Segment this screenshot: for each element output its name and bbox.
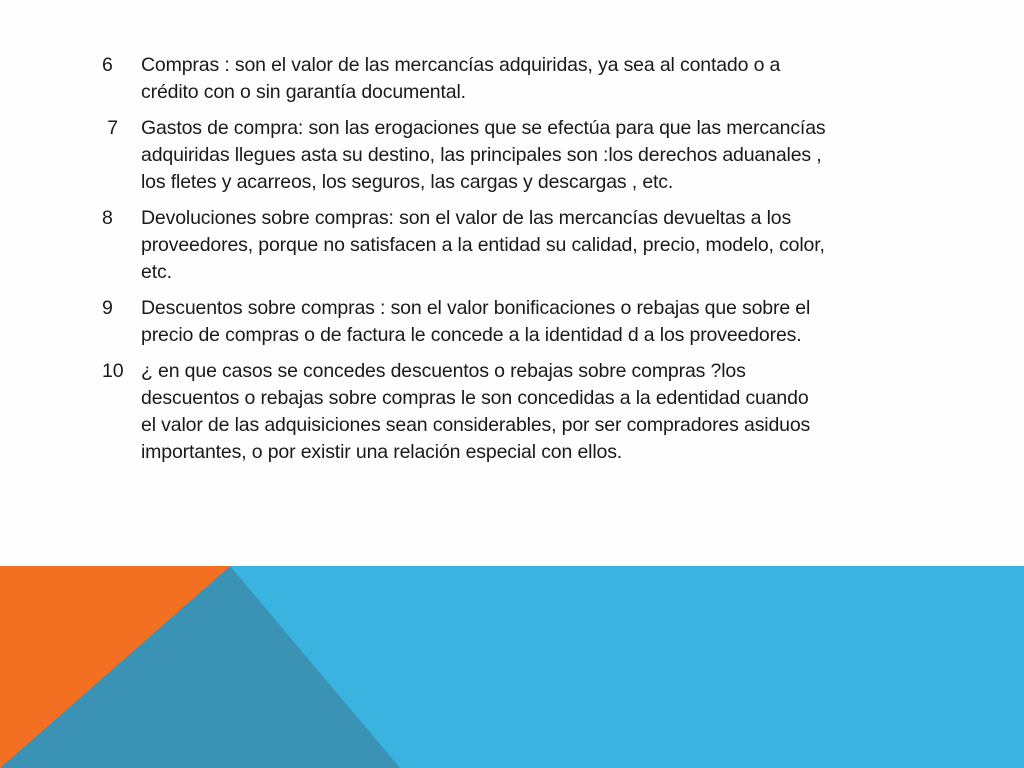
footer-graphic (0, 566, 1024, 768)
item-number: 7 (102, 117, 118, 139)
list-item (102, 358, 932, 466)
item-number: 6 (102, 54, 113, 76)
item-text: Compras : son el valor de las mercancías adquiridas, ya sea al contado o a crédito con o sin garantía documental. (141, 54, 781, 103)
list-item (102, 205, 932, 286)
item-number: 8 (102, 207, 113, 229)
list-item (102, 295, 932, 349)
decorative-footer (0, 566, 1024, 768)
slide-body (102, 52, 932, 475)
list-item (102, 115, 932, 196)
item-text: ¿ en que casos se concedes descuentos o rebajas sobre compras ?los descuentos o rebajas sobre compras le son concedidas a la edentidad cuando el valor de las adquisiciones sean considerables, por ser compradores asiduos importantes, o por existir una relación especial con ellos. (141, 360, 811, 463)
item-text: Gastos de compra: son las erogaciones que se efectúa para que las mercancías adquiridas llegues asta su destino, las principales son :los derechos aduanales , los fletes y acarreos, los seguros, las cargas y descargas , etc. (141, 117, 826, 193)
item-number: 9 (102, 297, 113, 319)
item-text: Devoluciones sobre compras: son el valor de las mercancías devueltas a los proveedores, porque no satisfacen a la entidad su calidad, precio, modelo, color, etc. (141, 207, 825, 283)
item-text: Descuentos sobre compras : son el valor bonificaciones o rebajas que sobre el precio de compras o de factura le concede a la identidad d a los proveedores. (141, 297, 811, 346)
item-number: 10 (102, 360, 124, 382)
list-item (102, 52, 932, 106)
